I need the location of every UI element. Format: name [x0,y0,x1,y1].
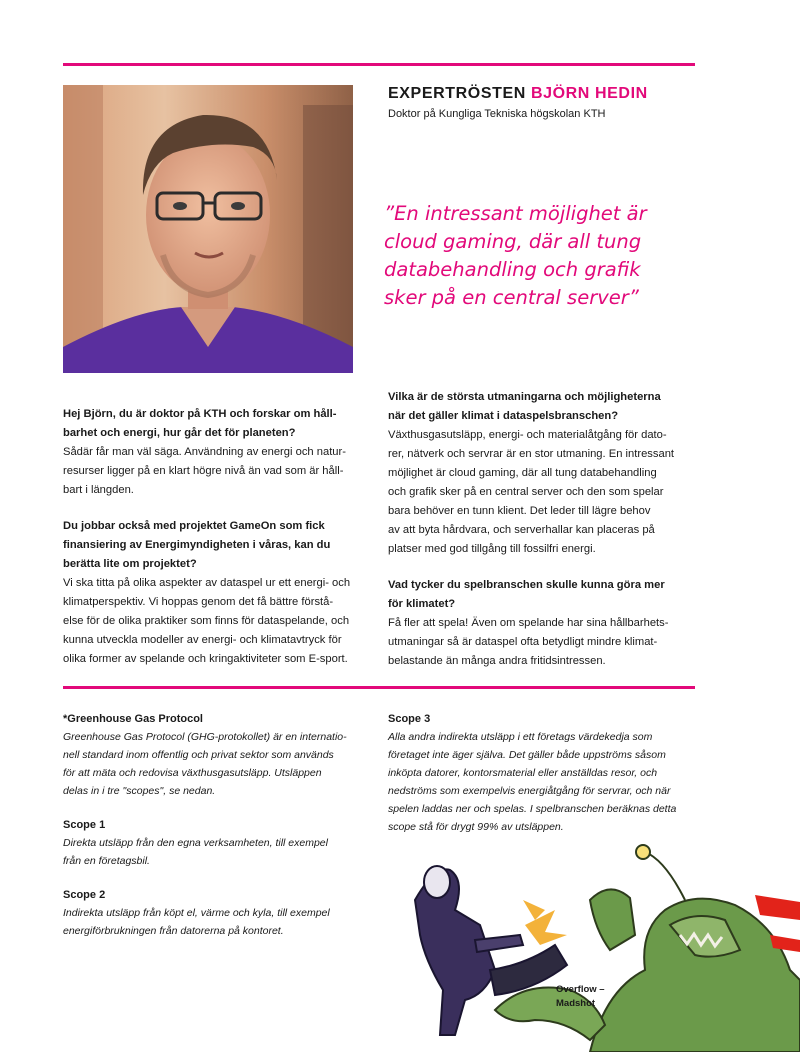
question-line: finansiering av Energimyndigheten i våras, kan du [63,539,331,551]
question-line: Vilka är de största utmaningarna och möjligheterna [388,391,661,403]
quote-line: ”En intressant möjlighet är [384,202,647,225]
ghg-notes-right [388,710,700,852]
section-divider [63,686,695,689]
answer-line: olika former av spelande och kringaktiviteter som E-sport. [63,653,348,665]
answer-line: Sådär får man väl säga. Användning av energi och natur- [63,446,346,458]
answer-line: kunna utveckla modeller av energi- och klimatavtryck för [63,634,342,646]
interview-left-column [63,405,371,686]
note-line: scope stå för drygt 99% av utsläppen. [388,821,564,833]
note-line: delas in i tre "scopes", se nedan. [63,785,216,797]
question-line: barhet och energi, hur går det för planeten? [63,427,296,439]
expert-subtitle: Doktor på Kungliga Tekniska högskolan KTH [388,108,606,120]
answer-line: av att byta hårdvara, och serverhallar kan placeras på [388,524,655,536]
caption-line: Madshot [556,998,596,1009]
note-line: nedströms som exempelvis energiåtgång för servrar, och när [388,785,671,797]
quote-line: sker på en central server” [384,286,639,309]
question-line: Du jobbar också med projektet GameOn som fick [63,520,325,532]
quote-line: databehandling och grafik [384,258,641,281]
interview-question [388,576,696,614]
answer-line: Vi ska titta på olika aspekter av dataspel ur ett energi- och [63,577,351,589]
page-title [388,84,698,104]
pull-quote [384,200,684,312]
note-line: inköpta datorer, kontorsmaterial eller anställdas resor, och [388,767,658,779]
caption-line: Overflow – [556,984,605,995]
title-prefix: EXPERTRÖSTEN [388,85,526,102]
question-line: Hej Björn, du är doktor på KTH och forskar om håll- [63,408,337,420]
answer-line: resurser ligger på en klart högre nivå än vad som är håll- [63,465,344,477]
question-line: Vad tycker du spelbranschen skulle kunna göra mer [388,579,665,591]
interview-answer [388,614,696,671]
note-text [63,904,375,940]
interview-question [388,388,696,426]
question-line: för klimatet? [388,598,456,610]
interview-answer [388,426,696,559]
note-line: företaget inte äger själva. Det gäller både uppströms såsom [388,749,666,761]
expert-name: BJÖRN HEDIN [530,85,648,102]
answer-line: else för de olika praktiker som finns för dataspelande, och [63,615,350,627]
answer-line: belastande än många andra fritidsintressen. [388,655,606,667]
note-line: nell standard inom offentlig och privat sektor som används [63,749,334,761]
top-divider [63,63,695,66]
interview-question [63,405,371,443]
note-text [63,728,375,800]
note-heading: Scope 1 [63,819,106,831]
question-line: när det gäller klimat i dataspelsbranschen? [388,410,619,422]
note-line: från en företagsbil. [63,855,150,867]
interview-question [63,517,371,574]
illustration-caption [556,983,605,1011]
portrait-photo [63,85,353,373]
answer-line: platser med god tillgång till fossilfri energi. [388,543,596,555]
interview-answer [63,574,371,669]
note-text [388,728,700,836]
interview-right-column [388,388,696,688]
ghg-notes-left [63,710,375,956]
note-line: Direkta utsläpp från den egna verksamheten, till exempel [63,837,328,849]
note-heading: *Greenhouse Gas Protocol [63,713,203,725]
answer-line: bart i längden. [63,484,134,496]
answer-line: utmaningar så är dataspel ofta betydligt mindre klimat- [388,636,658,648]
note-line: spelen laddas ner och spelas. I spelbranschen beräknas detta [388,803,677,815]
note-line: Indirekta utsläpp från köpt el, värme och kyla, till exempel [63,907,330,919]
note-line: Alla andra indirekta utsläpp i ett företags värdekedja som [388,731,653,743]
answer-line: möjlighet är cloud gaming, där all tung databehandling [388,467,657,479]
quote-line: cloud gaming, där all tung [384,230,642,253]
note-heading: Scope 2 [63,889,106,901]
game-illustration [395,840,800,1052]
interview-answer [63,443,371,500]
answer-line: och grafik sker på en central server och den som spelar [388,486,664,498]
expert-header [388,84,698,120]
answer-line: bara behöver en tunn klient. Det leder till lägre behov [388,505,651,517]
answer-line: klimatperspektiv. Vi hoppas genom det få bättre förstå- [63,596,334,608]
note-line: Greenhouse Gas Protocol (GHG-protokollet) är en internatio- [63,731,347,743]
note-text [63,834,375,870]
note-line: för att mäta och redovisa växthusgasutsläpp. Utsläppen [63,767,322,779]
answer-line: Växthusgasutsläpp, energi- och materialåtgång för dato- [388,429,667,441]
note-heading: Scope 3 [388,713,431,725]
answer-line: rer, nätverk och servrar är en stor utmaning. En intressant [388,448,675,460]
note-line: energiförbrukningen från datorerna på kontoret. [63,925,284,937]
question-line: berätta lite om projektet? [63,558,197,570]
answer-line: Få fler att spela! Även om spelande har sina hållbarhets- [388,617,669,629]
